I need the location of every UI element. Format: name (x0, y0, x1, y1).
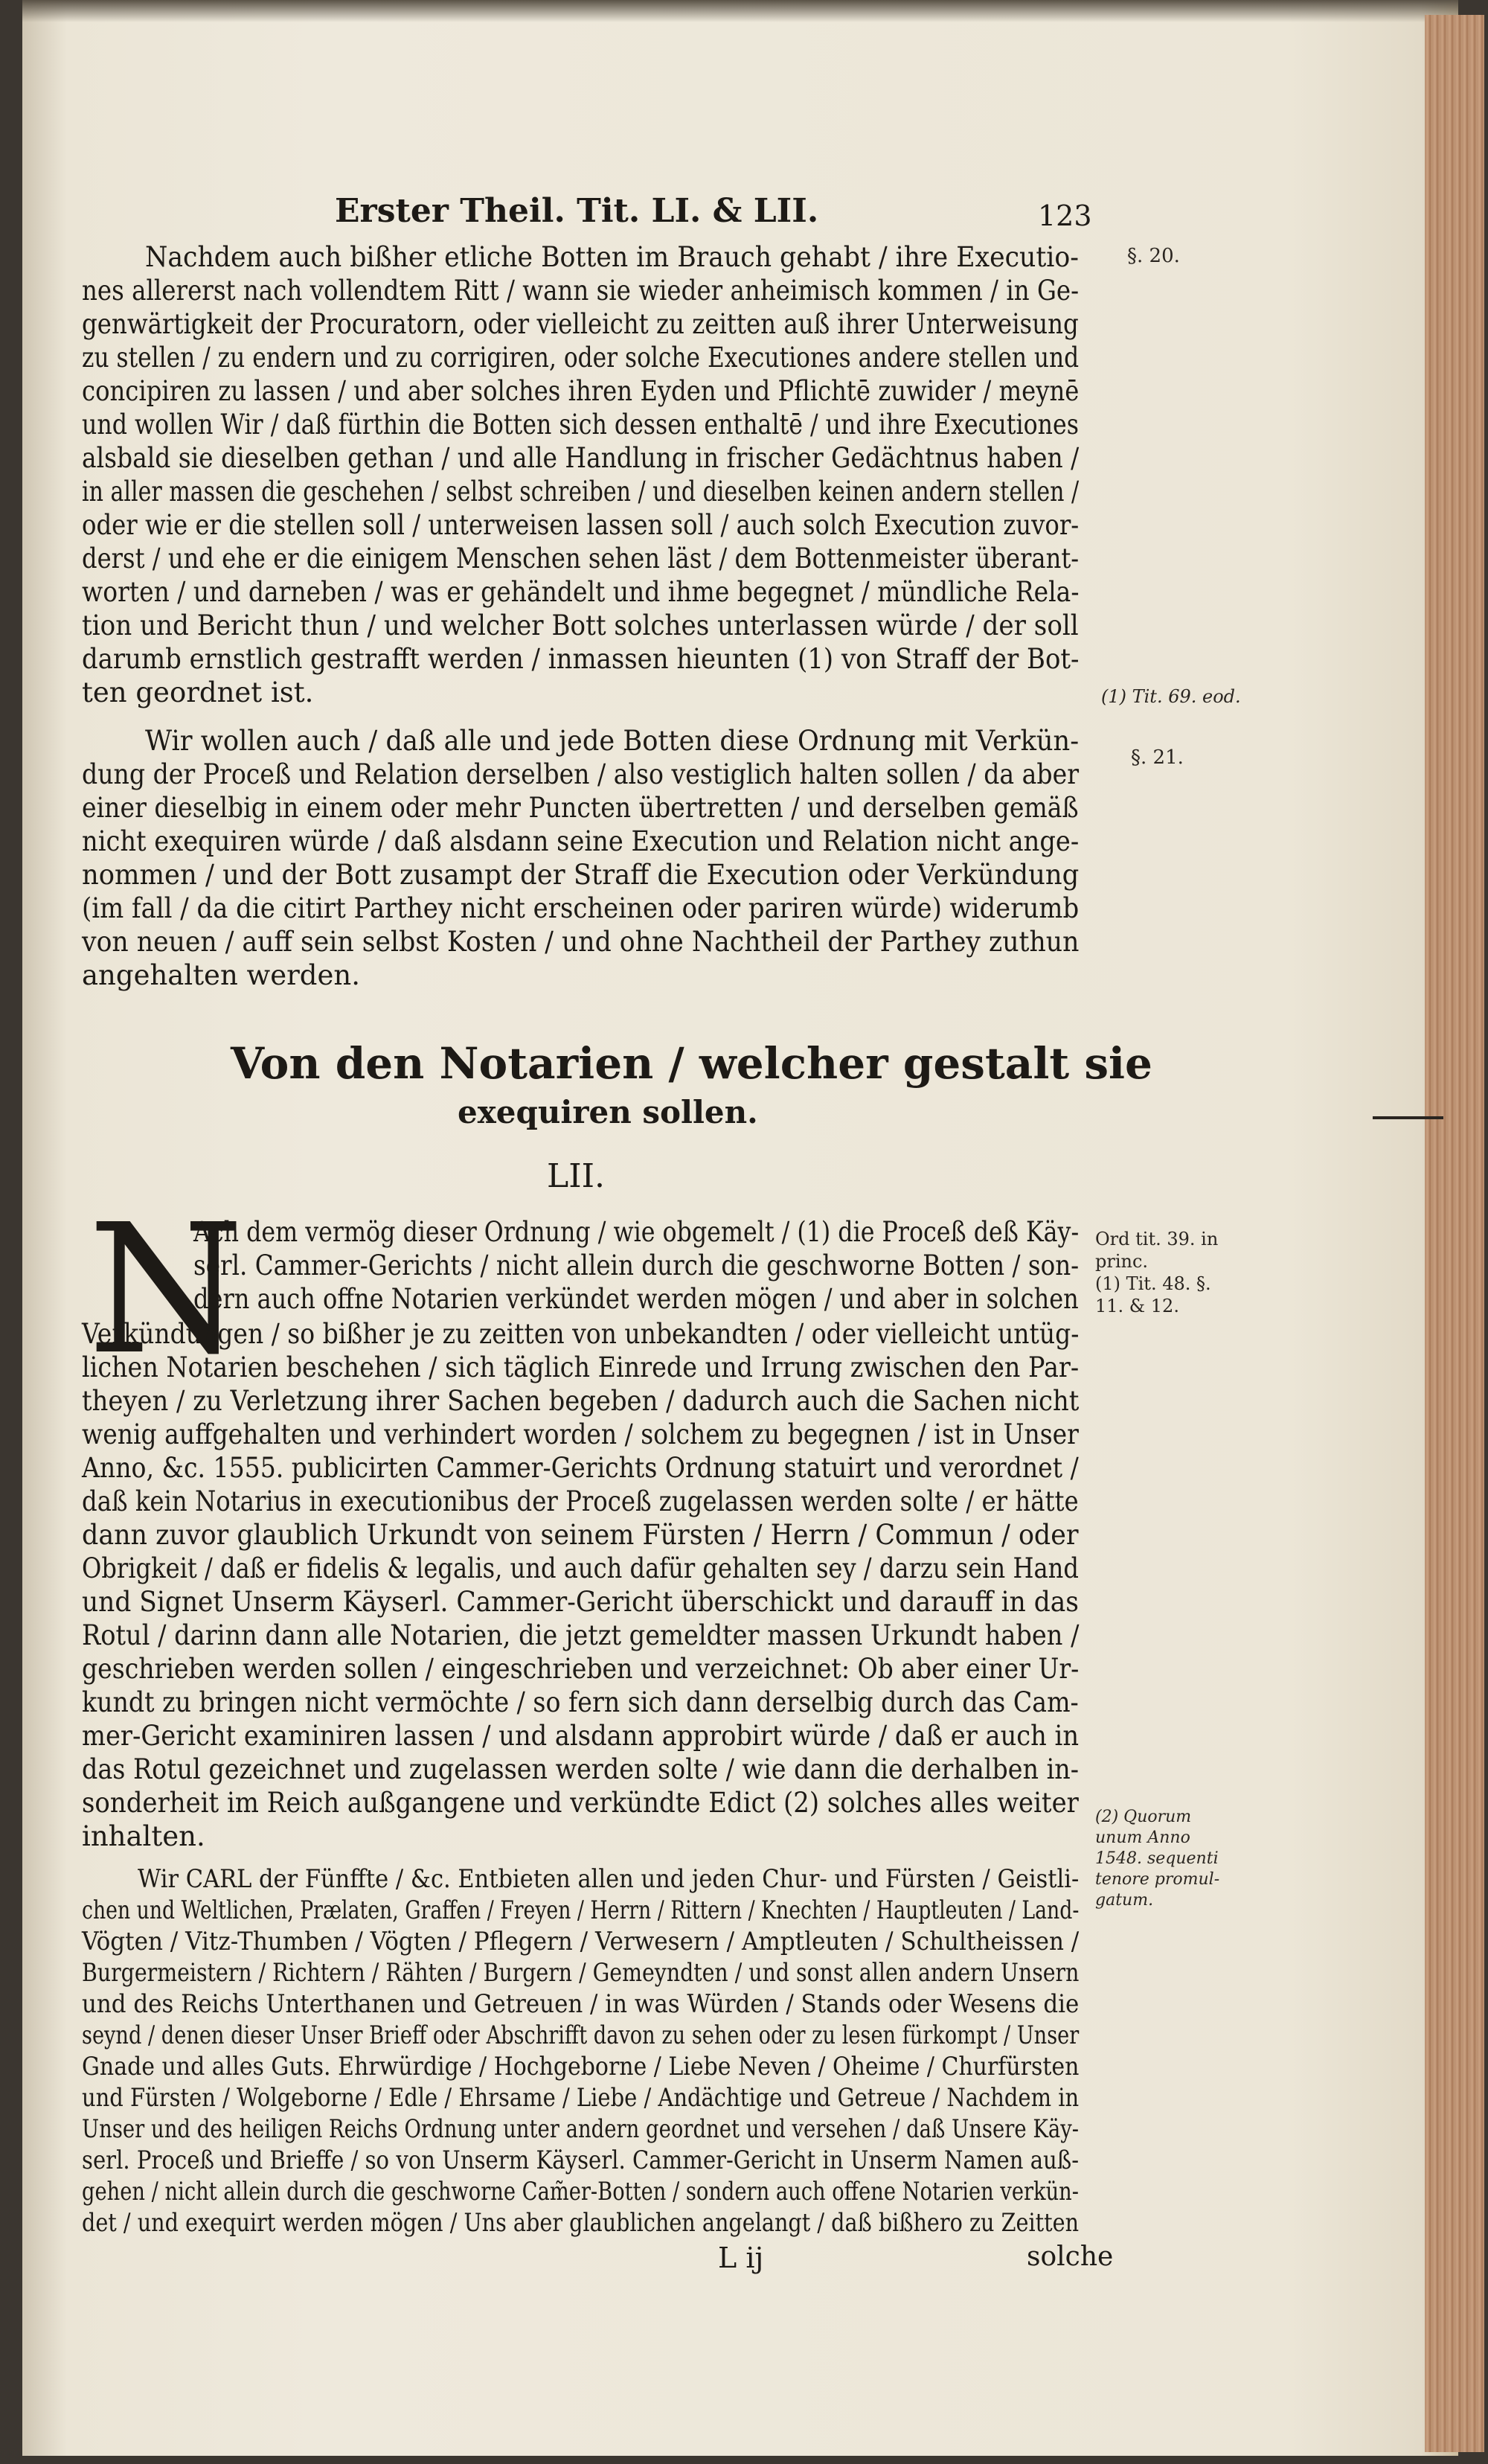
text-line: seynd / denen dieser Unser Brieff oder Abschrifft davon zu sehen oder zu lesen fürkompt / Unser (82, 2020, 1080, 2050)
margin-note: Ord tit. 39. in princ. (1) Tit. 48. §. 11. & 12. (1095, 1229, 1219, 1316)
text-line: das Rotul gezeichnet und zugelassen werden solte / wie dann die derhalben in- (82, 1753, 1080, 1785)
text-line: Ach dem vermög dieser Ordnung / wie obgemelt / (1) die Proceß deß Käy- (193, 1216, 1080, 1248)
text-line: wenig auffgehalten und verhindert worden / solchem zu begegnen / ist in Unser (82, 1418, 1079, 1450)
text-line: worten / und darneben / was er gehändelt und ihme begegnet / mündliche Rela- (82, 576, 1080, 608)
text-line: und des Reichs Unterthanen und Getreuen / in was Würden / Stands oder Wesens die (82, 1989, 1080, 2019)
text-line: Nachdem auch bißher etliche Botten im Brauch gehabt / ihre Executio- (145, 241, 1079, 273)
text-line: theyen / zu Verletzung ihrer Sachen begeben / dadurch auch die Sachen nicht (82, 1385, 1080, 1417)
text-line: Gnade und alles Guts. Ehrwürdige / Hochgeborne / Liebe Neven / Oheime / Churfürsten (82, 2052, 1080, 2081)
text-line: darumb ernstlich gestrafft werden / inmassen hieunten (1) von Straff der Bot- (82, 643, 1080, 675)
text-line: nicht exequiren würde / daß alsdann seine Execution und Relation nicht ange- (82, 825, 1080, 857)
text-line: Burgermeistern / Richtern / Rähten / Burgern / Gemeyndten / und sonst allen andern Unsern (82, 1958, 1080, 1988)
title-number: LII. (547, 1157, 605, 1195)
text-line: geschrieben werden sollen / eingeschrieben und verzeichnet: Ob aber einer Ur- (82, 1653, 1080, 1685)
text-line: und Fürsten / Wolgeborne / Edle / Ehrsame / Liebe / Andächtige und Getreue / Nachdem in (82, 2083, 1080, 2113)
text-line: serl. Proceß und Brieffe / so von Unserm Käyserl. Cammer-Gericht in Unserm Namen auß- (82, 2145, 1080, 2175)
text-line: tion und Bericht thun / und welcher Bott solches unterlassen würde / der soll (82, 609, 1079, 641)
text-line: sonderheit im Reich außgangene und verkündte Edict (2) solches alles weiter (82, 1787, 1079, 1819)
text-line: angehalten werden. (82, 959, 360, 991)
text-line: gehen / nicht allein durch die geschworne Cam̃er-Botten / sondern auch offene Notarien verkün- (82, 2177, 1079, 2207)
text-line: inhalten. (82, 1820, 205, 1852)
book-page-edges (1425, 15, 1484, 2452)
section-heading-sub: exequiren sollen. (458, 1094, 758, 1130)
text-line: genwärtigkeit der Procuratorn, oder vielleicht zu zeitten auß ihrer Unterweisung (82, 308, 1079, 340)
text-line: von neuen / auff sein selbst Kosten / und ohne Nachtheil der Parthey zuthun (82, 926, 1080, 958)
text-line: einer dieselbig in einem oder mehr Puncten übertretten / und derselben gemäß (82, 792, 1079, 824)
text-line: dann zuvor glaublich Urkundt von seinem Fürsten / Herrn / Commun / oder (82, 1519, 1079, 1551)
page-number: 123 (1038, 199, 1092, 232)
text-line: zu stellen / zu endern und zu corrigiren, oder solche Executiones andere stellen und (82, 342, 1080, 374)
text-line: Wir CARL der Fünffte / &c. Entbieten allen und jeden Chur- und Fürsten / Geistli- (138, 1864, 1080, 1894)
text-line: oder wie er die stellen soll / unterweisen lassen soll / auch solch Execution zuvor- (82, 509, 1080, 541)
text-line: Anno, &c. 1555. publicirten Cammer-Gerichts Ordnung statuirt und verordnet / (82, 1452, 1079, 1484)
text-line: det / und exequirt werden mögen / Uns aber glaublichen angelangt / daß bißhero zu Zeitten (82, 2208, 1080, 2238)
text-line: nommen / und der Bott zusampt der Straff die Execution oder Verkündung (82, 859, 1080, 891)
decorative-initial: N (88, 1185, 244, 1394)
text-line: lichen Notarien beschehen / sich täglich Einrede und Irrung zwischen den Par- (82, 1351, 1080, 1383)
margin-note: (1) Tit. 69. eod. (1101, 686, 1241, 707)
text-line: kundt zu bringen nicht vermöchte / so fern sich dann derselbig durch das Cam- (82, 1686, 1079, 1718)
section-heading: Von den Notarien / welcher gestalt sie (231, 1038, 1152, 1089)
text-line: ten geordnet ist. (82, 676, 314, 708)
heading-rule (1373, 1116, 1443, 1119)
text-line: in aller massen die geschehen / selbst schreiben / und dieselben keinen andern stellen / (82, 476, 1080, 508)
margin-note: §. 20. (1127, 245, 1180, 267)
running-title: Erster Theil. Tit. LI. & LII. (335, 192, 819, 230)
margin-note: (2) Quorum unum Anno 1548. sequenti tenore promul- gatum. (1095, 1808, 1220, 1910)
text-line: Vögten / Vitz-Thumben / Vögten / Pflegern / Verwesern / Amptleuten / Schultheissen / (82, 1927, 1080, 1956)
text-line: derst / und ehe er die einigem Menschen sehen läst / dem Bottenmeister überant- (82, 543, 1080, 575)
text-line: Verkündungen / so bißher je zu zeitten von unbekandten / oder vielleicht untüg- (82, 1318, 1080, 1350)
text-line: chen und Weltlichen, Prælaten, Graffen / Freyen / Herrn / Rittern / Knechten / Hauptleuten / Land- (82, 1895, 1080, 1925)
text-line: (im fall / da die citirt Parthey nicht erscheinen oder pariren würde) widerumb (82, 892, 1080, 924)
catchword: solche (1027, 2241, 1114, 2272)
text-line: Unser und des heiligen Reichs Ordnung unter andern geordnet und versehen / daß Unsere Käy- (82, 2114, 1080, 2144)
text-line: Obrigkeit / daß er fidelis & legalis, und auch dafür gehalten sey / darzu sein Hand (82, 1552, 1079, 1584)
text-line: mer-Gericht examiniren lassen / und alsdann approbirt würde / daß er auch in (82, 1720, 1080, 1752)
text-line: serl. Cammer-Gerichts / nicht allein durch die geschworne Botten / son- (193, 1249, 1080, 1281)
page-top-shadow (22, 0, 1458, 22)
text-line: nes allererst nach vollendtem Ritt / wann sie wieder anheimisch kommen / in Ge- (82, 275, 1080, 307)
text-line: Wir wollen auch / daß alle und jede Botten diese Ordnung mit Verkün- (145, 725, 1080, 757)
margin-note: §. 21. (1131, 746, 1184, 769)
text-line: alsbald sie dieselben gethan / und alle Handlung in frischer Gedächtnus haben / (82, 442, 1080, 474)
text-line: und Signet Unserm Käyserl. Cammer-Gericht überschickt und darauff in das (82, 1586, 1079, 1618)
signature-mark: L ij (718, 2241, 764, 2274)
text-line: und wollen Wir / daß fürthin die Botten sich dessen enthaltē / und ihre Executiones (82, 409, 1079, 441)
text-line: Rotul / darinn dann alle Notarien, die jetzt gemeldter massen Urkundt haben / (82, 1619, 1080, 1651)
text-line: dung der Proceß und Relation derselben / also vestiglich halten sollen / da aber (82, 758, 1080, 790)
text-line: dern auch offne Notarien verkündet werden mögen / und aber in solchen (193, 1283, 1079, 1315)
text-line: daß kein Notarius in executionibus der Proceß zugelassen werden solte / er hätte (82, 1485, 1079, 1517)
text-line: concipiren zu lassen / und aber solches ihren Eyden und Pflichtē zuwider / meynē (82, 375, 1080, 407)
